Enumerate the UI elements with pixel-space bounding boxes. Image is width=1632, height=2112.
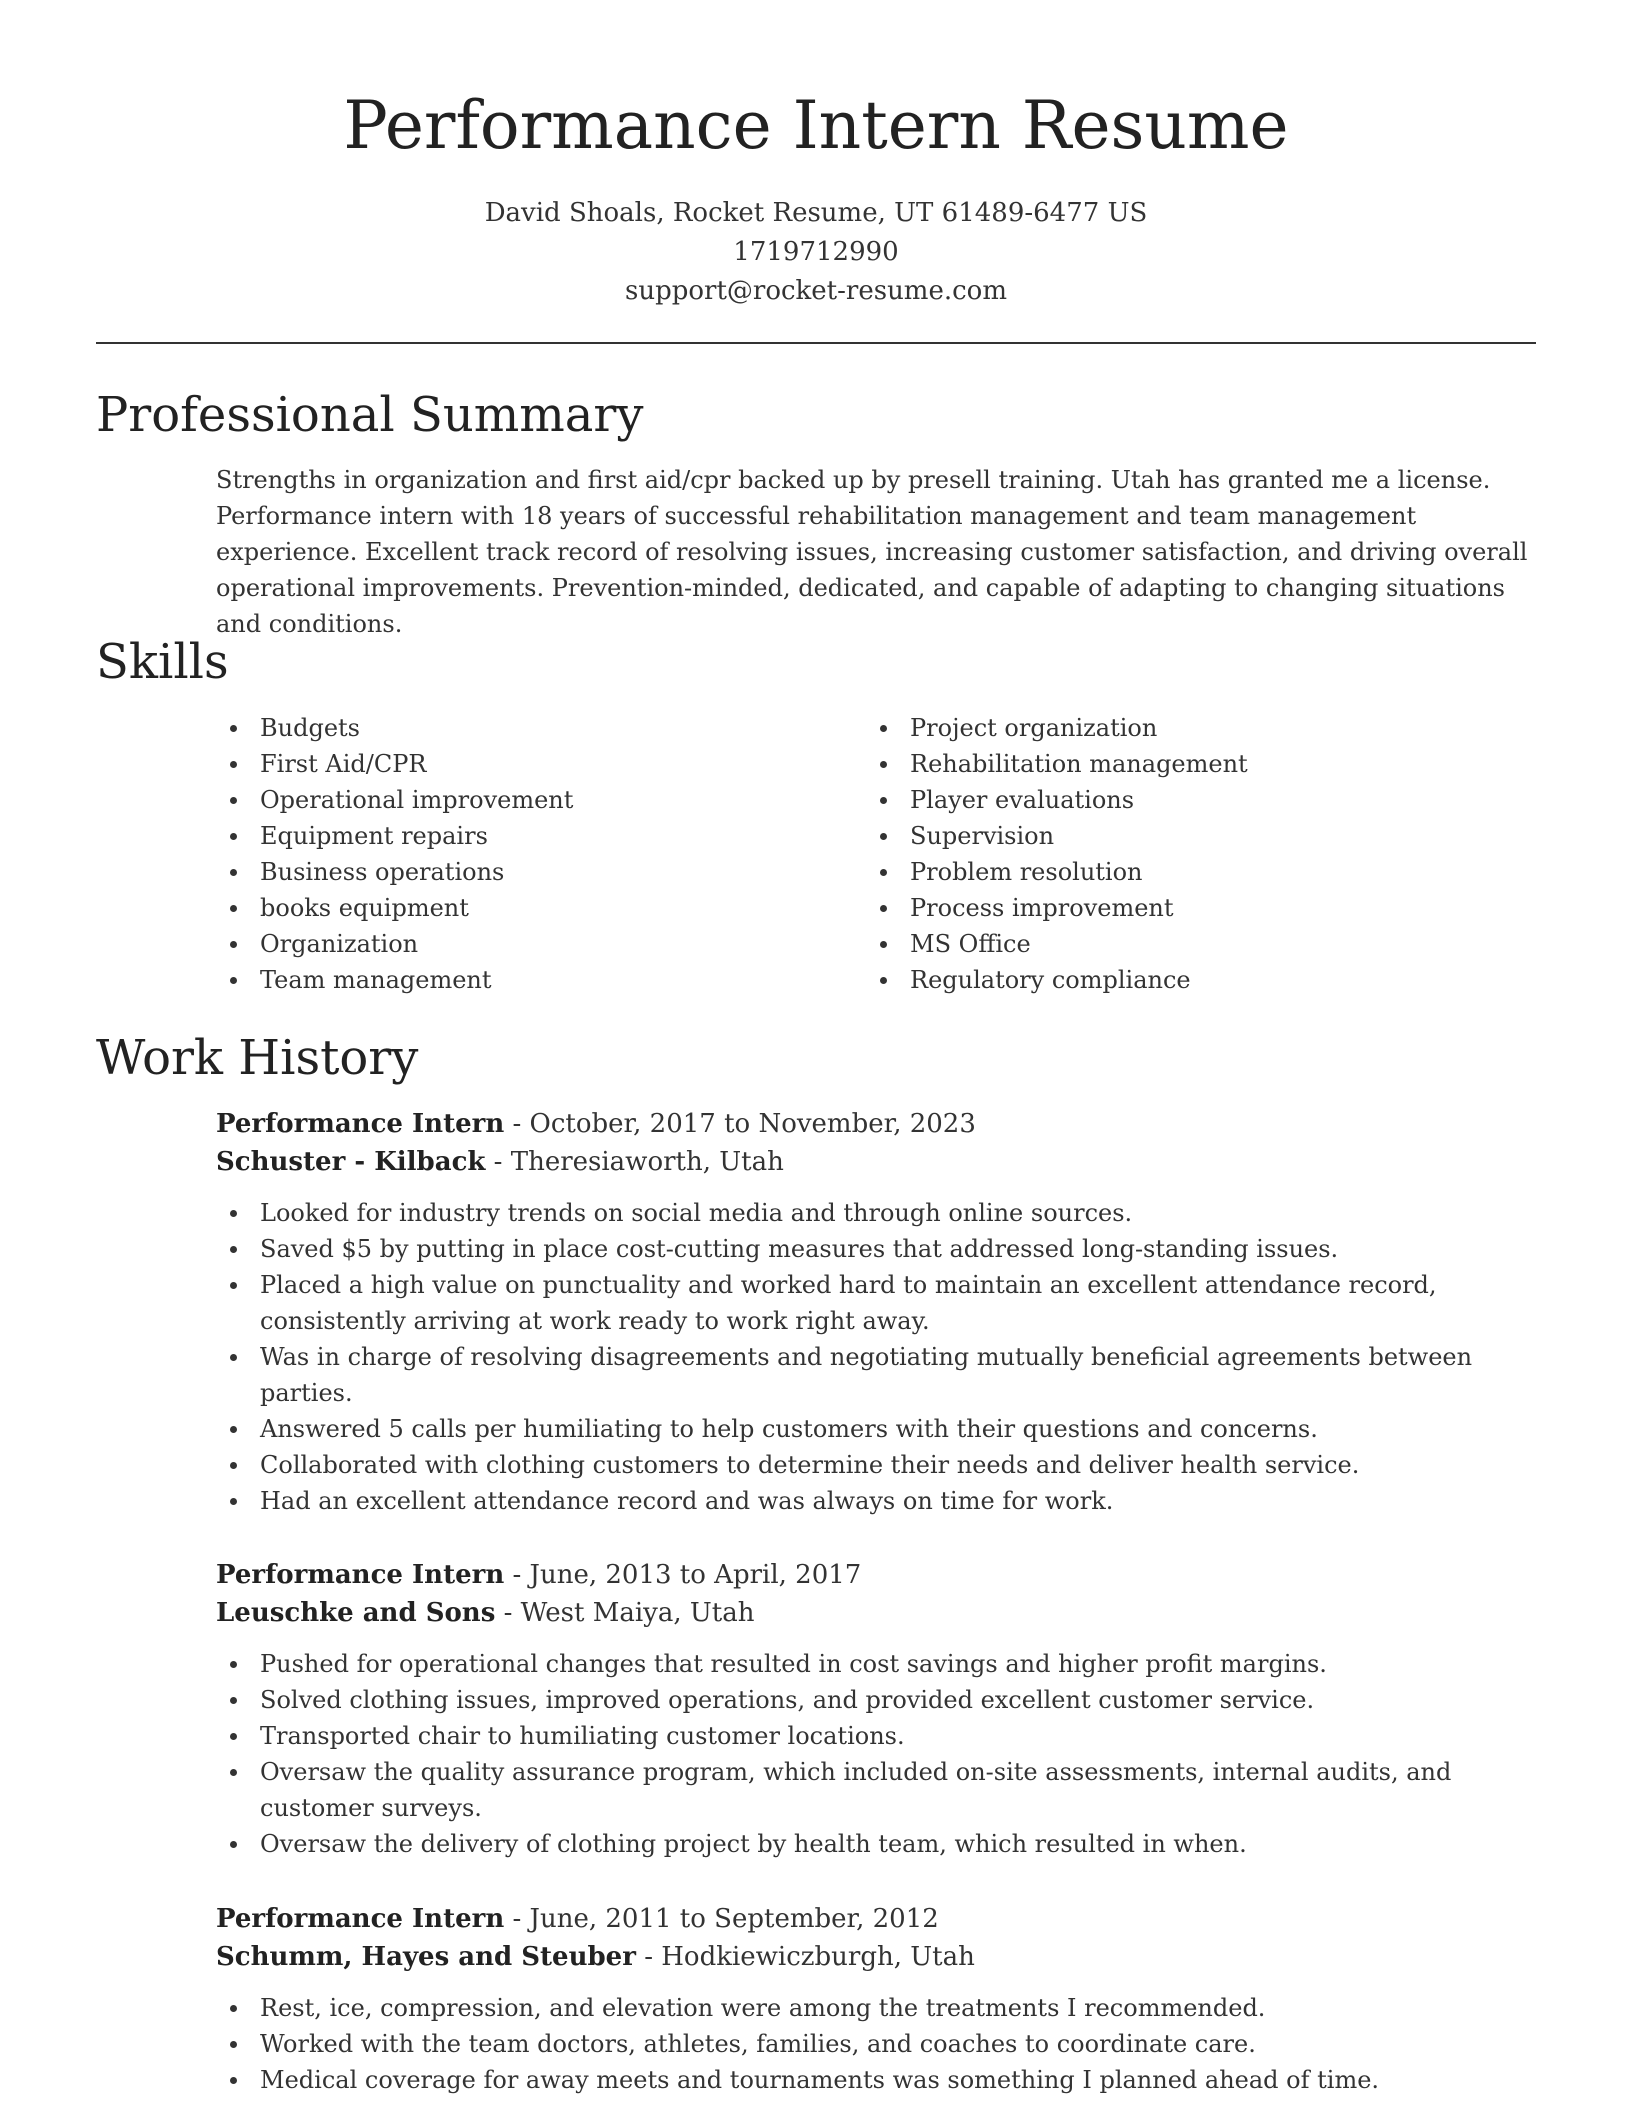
job-title-line <box>216 1900 1546 1938</box>
job-bullet: Placed a high value on punctuality and worked hard to maintain an excellent attendance record, consistently arriving at work ready to work right away. <box>216 1267 1546 1339</box>
job-company-line <box>216 1938 1546 1976</box>
skill-item: Organization <box>216 926 836 962</box>
skill-item: Team management <box>216 962 836 998</box>
job-bullet: Answered 5 calls per humiliating to help customers with their questions and concerns. <box>216 1411 1546 1447</box>
job-bullet: Was in charge of resolving disagreements and negotiating mutually beneficial agreements between parties. <box>216 1339 1546 1411</box>
header-divider <box>96 342 1536 344</box>
skill-item: Equipment repairs <box>216 818 836 854</box>
job-bullet: Oversaw the delivery of clothing project by health team, which resulted in when. <box>216 1826 1546 1862</box>
job-bullet: Pushed for operational changes that resulted in cost savings and higher profit margins. <box>216 1646 1546 1682</box>
skill-item: Rehabilitation management <box>866 746 1526 782</box>
skills-list-right <box>866 710 1526 998</box>
contact-address: David Shoals, Rocket Resume, UT 61489-6477 US <box>484 198 1148 228</box>
job-title: Performance Intern <box>216 1560 505 1590</box>
job-title: Performance Intern <box>216 1109 505 1139</box>
skill-item: Process improvement <box>866 890 1526 926</box>
job-bullet: Had an excellent attendance record and was always on time for work. <box>216 1483 1546 1519</box>
skill-item: Operational improvement <box>216 782 836 818</box>
skill-item: First Aid/CPR <box>216 746 836 782</box>
job-title: Performance Intern <box>216 1904 505 1934</box>
job-company-line <box>216 1143 1546 1181</box>
job-entry-3 <box>216 1900 1546 2098</box>
skill-item: Problem resolution <box>866 854 1526 890</box>
work-history-heading: Work History <box>96 1030 419 1086</box>
job-bullets <box>216 1646 1546 1862</box>
skill-item: Player evaluations <box>866 782 1526 818</box>
skill-item: MS Office <box>866 926 1526 962</box>
job-dates: - June, 2013 to April, 2017 <box>504 1560 862 1590</box>
contact-phone: 1719712990 <box>733 237 899 267</box>
job-company: Schumm, Hayes and Steuber <box>216 1942 636 1972</box>
job-bullet: Saved $5 by putting in place cost-cutting measures that addressed long-standing issues. <box>216 1231 1546 1267</box>
job-bullet: Solved clothing issues, improved operations, and provided excellent customer service. <box>216 1682 1546 1718</box>
job-location: - West Maiya, Utah <box>495 1598 755 1628</box>
contact-block <box>0 194 1632 311</box>
job-company-line <box>216 1594 1546 1632</box>
summary-text: Strengths in organization and first aid/cpr backed up by presell training. Utah has granted me a license. Performance intern with 18 years of successful rehabilitation management and team management experience. Excellent track record of resolving issues, increasing customer satisfaction, and driving overall operational improvements. Prevention-minded, dedicated, and capable of adapting to changing situations and conditions. <box>216 466 1528 638</box>
job-bullet: Rest, ice, compression, and elevation were among the treatments I recommended. <box>216 1990 1546 2026</box>
skill-item: Business operations <box>216 854 836 890</box>
job-entry-2 <box>216 1556 1546 1862</box>
skill-item: Regulatory compliance <box>866 962 1526 998</box>
job-entry-1 <box>216 1105 1546 1519</box>
job-bullet: Oversaw the quality assurance program, which included on-site assessments, internal audits, and customer surveys. <box>216 1754 1546 1826</box>
job-company: Schuster - Kilback <box>216 1147 486 1177</box>
job-company: Leuschke and Sons <box>216 1598 496 1628</box>
job-bullets <box>216 1990 1546 2098</box>
job-dates: - October, 2017 to November, 2023 <box>504 1109 976 1139</box>
job-bullet: Medical coverage for away meets and tournaments was something I planned ahead of time. <box>216 2062 1546 2098</box>
job-bullet: Worked with the team doctors, athletes, families, and coaches to coordinate care. <box>216 2026 1546 2062</box>
skill-item: Supervision <box>866 818 1526 854</box>
skill-item: Budgets <box>216 710 836 746</box>
job-dates: - June, 2011 to September, 2012 <box>504 1904 939 1934</box>
skills-right-column <box>866 710 1526 998</box>
skills-list-left <box>216 710 836 998</box>
summary-heading: Professional Summary <box>96 387 644 443</box>
job-bullet: Looked for industry trends on social media and through online sources. <box>216 1195 1546 1231</box>
job-title-line <box>216 1105 1546 1143</box>
contact-email: support@rocket-resume.com <box>624 276 1007 306</box>
job-location: - Theresiaworth, Utah <box>485 1147 784 1177</box>
skills-heading: Skills <box>96 634 229 690</box>
job-bullets <box>216 1195 1546 1519</box>
job-location: - Hodkiewiczburgh, Utah <box>635 1942 975 1972</box>
job-bullet: Collaborated with clothing customers to determine their needs and deliver health service. <box>216 1447 1546 1483</box>
skill-item: books equipment <box>216 890 836 926</box>
skill-item: Project organization <box>866 710 1526 746</box>
job-bullet: Transported chair to humiliating customer locations. <box>216 1718 1546 1754</box>
skills-left-column <box>216 710 836 998</box>
resume-title: Performance Intern Resume <box>343 87 1289 164</box>
job-title-line <box>216 1556 1546 1594</box>
